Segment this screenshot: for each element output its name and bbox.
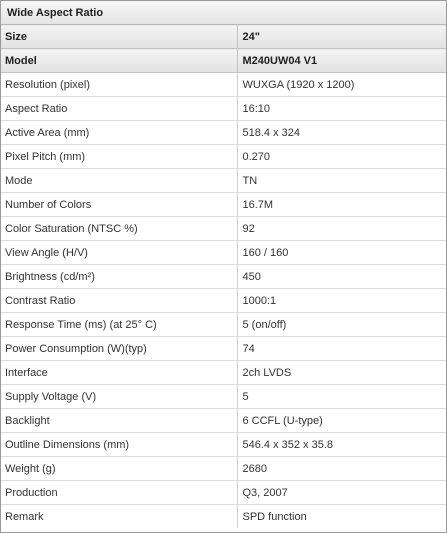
table-row <box>1 73 446 97</box>
table-row <box>1 481 446 505</box>
row-label: Mode <box>1 169 237 193</box>
row-label: Response Time (ms) (at 25° C) <box>1 313 237 337</box>
row-label: Resolution (pixel) <box>1 73 237 97</box>
table-row <box>1 289 446 313</box>
row-label: Pixel Pitch (mm) <box>1 145 237 169</box>
row-label: Outline Dimensions (mm) <box>1 433 237 457</box>
row-value: 74 <box>237 337 446 361</box>
table-row <box>1 145 446 169</box>
row-value: SPD function <box>237 505 446 529</box>
table-row <box>1 457 446 481</box>
row-label: Brightness (cd/m²) <box>1 265 237 289</box>
row-label: Aspect Ratio <box>1 97 237 121</box>
row-label: Remark <box>5 510 44 523</box>
row-value: 0.270 <box>237 145 446 169</box>
table-row <box>1 505 446 529</box>
table-row <box>1 265 446 289</box>
row-value: 5 <box>237 385 446 409</box>
spec-table <box>1 1 446 528</box>
table-row <box>1 121 446 145</box>
table-row <box>1 433 446 457</box>
row-value: Q3, 2007 <box>237 481 446 505</box>
table-row <box>1 385 446 409</box>
row-label: Backlight <box>1 409 237 433</box>
table-row <box>1 313 446 337</box>
row-label: Production <box>1 481 237 505</box>
row-label: Active Area (mm) <box>1 121 237 145</box>
row-value: WUXGA (1920 x 1200) <box>237 73 446 97</box>
table-row <box>1 409 446 433</box>
row-value: 546.4 x 352 x 35.8 <box>237 433 446 457</box>
row-value: 16:10 <box>237 97 446 121</box>
row-value: 160 / 160 <box>237 241 446 265</box>
model-row <box>1 49 446 73</box>
row-value: 1000:1 <box>237 289 446 313</box>
size-value: 24" <box>237 25 446 49</box>
row-value: 518.4 x 324 <box>237 121 446 145</box>
size-row <box>1 25 446 49</box>
row-label: Supply Voltage (V) <box>1 385 237 409</box>
row-label: Power Consumption (W)(typ) <box>1 337 237 361</box>
row-value: TN <box>237 169 446 193</box>
size-label: Size <box>1 25 237 49</box>
row-value: 6 CCFL (U-type) <box>237 409 446 433</box>
table-row <box>1 241 446 265</box>
table-row <box>1 217 446 241</box>
table-row <box>1 337 446 361</box>
row-value: 5 (on/off) <box>237 313 446 337</box>
model-value: M240UW04 V1 <box>237 49 446 73</box>
row-value: 92 <box>237 217 446 241</box>
row-label: Contrast Ratio <box>1 289 237 313</box>
row-label: Interface <box>1 361 237 385</box>
row-value: 450 <box>237 265 446 289</box>
table-title: Wide Aspect Ratio <box>1 1 446 25</box>
row-value: 2680 <box>237 457 446 481</box>
row-label: Color Saturation (NTSC %) <box>1 217 237 241</box>
row-label: View Angle (H/V) <box>1 241 237 265</box>
table-row <box>1 169 446 193</box>
row-label: Number of Colors <box>1 193 237 217</box>
table-row <box>1 361 446 385</box>
row-label: Weight (g) <box>1 457 237 481</box>
model-label: Model <box>1 49 237 73</box>
table-title-row <box>1 1 446 25</box>
table-row <box>1 97 446 121</box>
table-row <box>1 193 446 217</box>
row-value: 16.7M <box>237 193 446 217</box>
row-value: 2ch LVDS <box>237 361 446 385</box>
